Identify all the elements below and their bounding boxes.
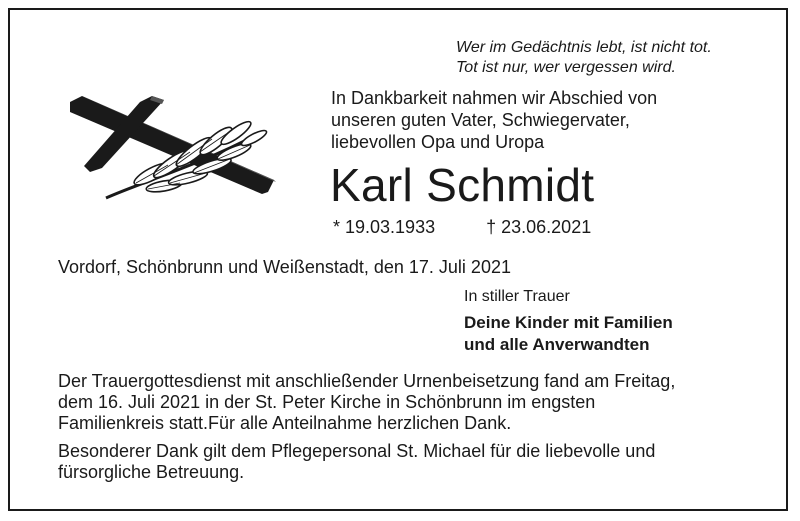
mourners-line-2: und alle Anverwandten — [464, 335, 650, 354]
service-line-2: dem 16. Juli 2021 in der St. Peter Kirche in Schönbrunn im engsten — [58, 392, 596, 412]
service-paragraph — [58, 371, 675, 434]
quote-line-1: Wer im Gedächtnis lebt, ist nicht tot. — [456, 39, 712, 56]
service-line-1: Der Trauergottesdienst mit anschließender Urnenbeisetzung fand am Freitag, — [58, 371, 676, 391]
deceased-name: Karl Schmidt — [330, 159, 595, 211]
cross-with-palm-branch-icon — [62, 94, 294, 202]
mourners-intro: In stiller Trauer — [464, 288, 570, 305]
life-dates — [333, 216, 591, 238]
thanks-paragraph — [58, 441, 655, 483]
mourners-block — [464, 286, 673, 356]
thanks-line-1: Besonderer Dank gilt dem Pflegepersonal St. Michael für die liebevolle und — [58, 441, 656, 461]
service-line-3: Familienkreis statt.Für alle Anteilnahme herzlichen Dank. — [58, 413, 512, 433]
intro-text — [331, 87, 657, 153]
place-and-date: Vordorf, Schönbrunn und Weißenstadt, den 17. Juli 2021 — [58, 257, 511, 277]
intro-line-3: liebevollen Opa und Uropa — [331, 132, 545, 152]
birth-date: * 19.03.1933 — [333, 217, 436, 237]
intro-line-1: In Dankbarkeit nahmen wir Abschied von — [331, 88, 658, 108]
quote-line-2: Tot ist nur, wer vergessen wird. — [456, 59, 676, 76]
thanks-line-2: fürsorgliche Betreuung. — [58, 462, 245, 482]
intro-line-2: unseren guten Vater, Schwiegervater, — [331, 110, 630, 130]
memorial-quote — [456, 38, 712, 78]
death-date: † 23.06.2021 — [486, 217, 592, 237]
mourners-line-1: Deine Kinder mit Familien — [464, 313, 673, 332]
